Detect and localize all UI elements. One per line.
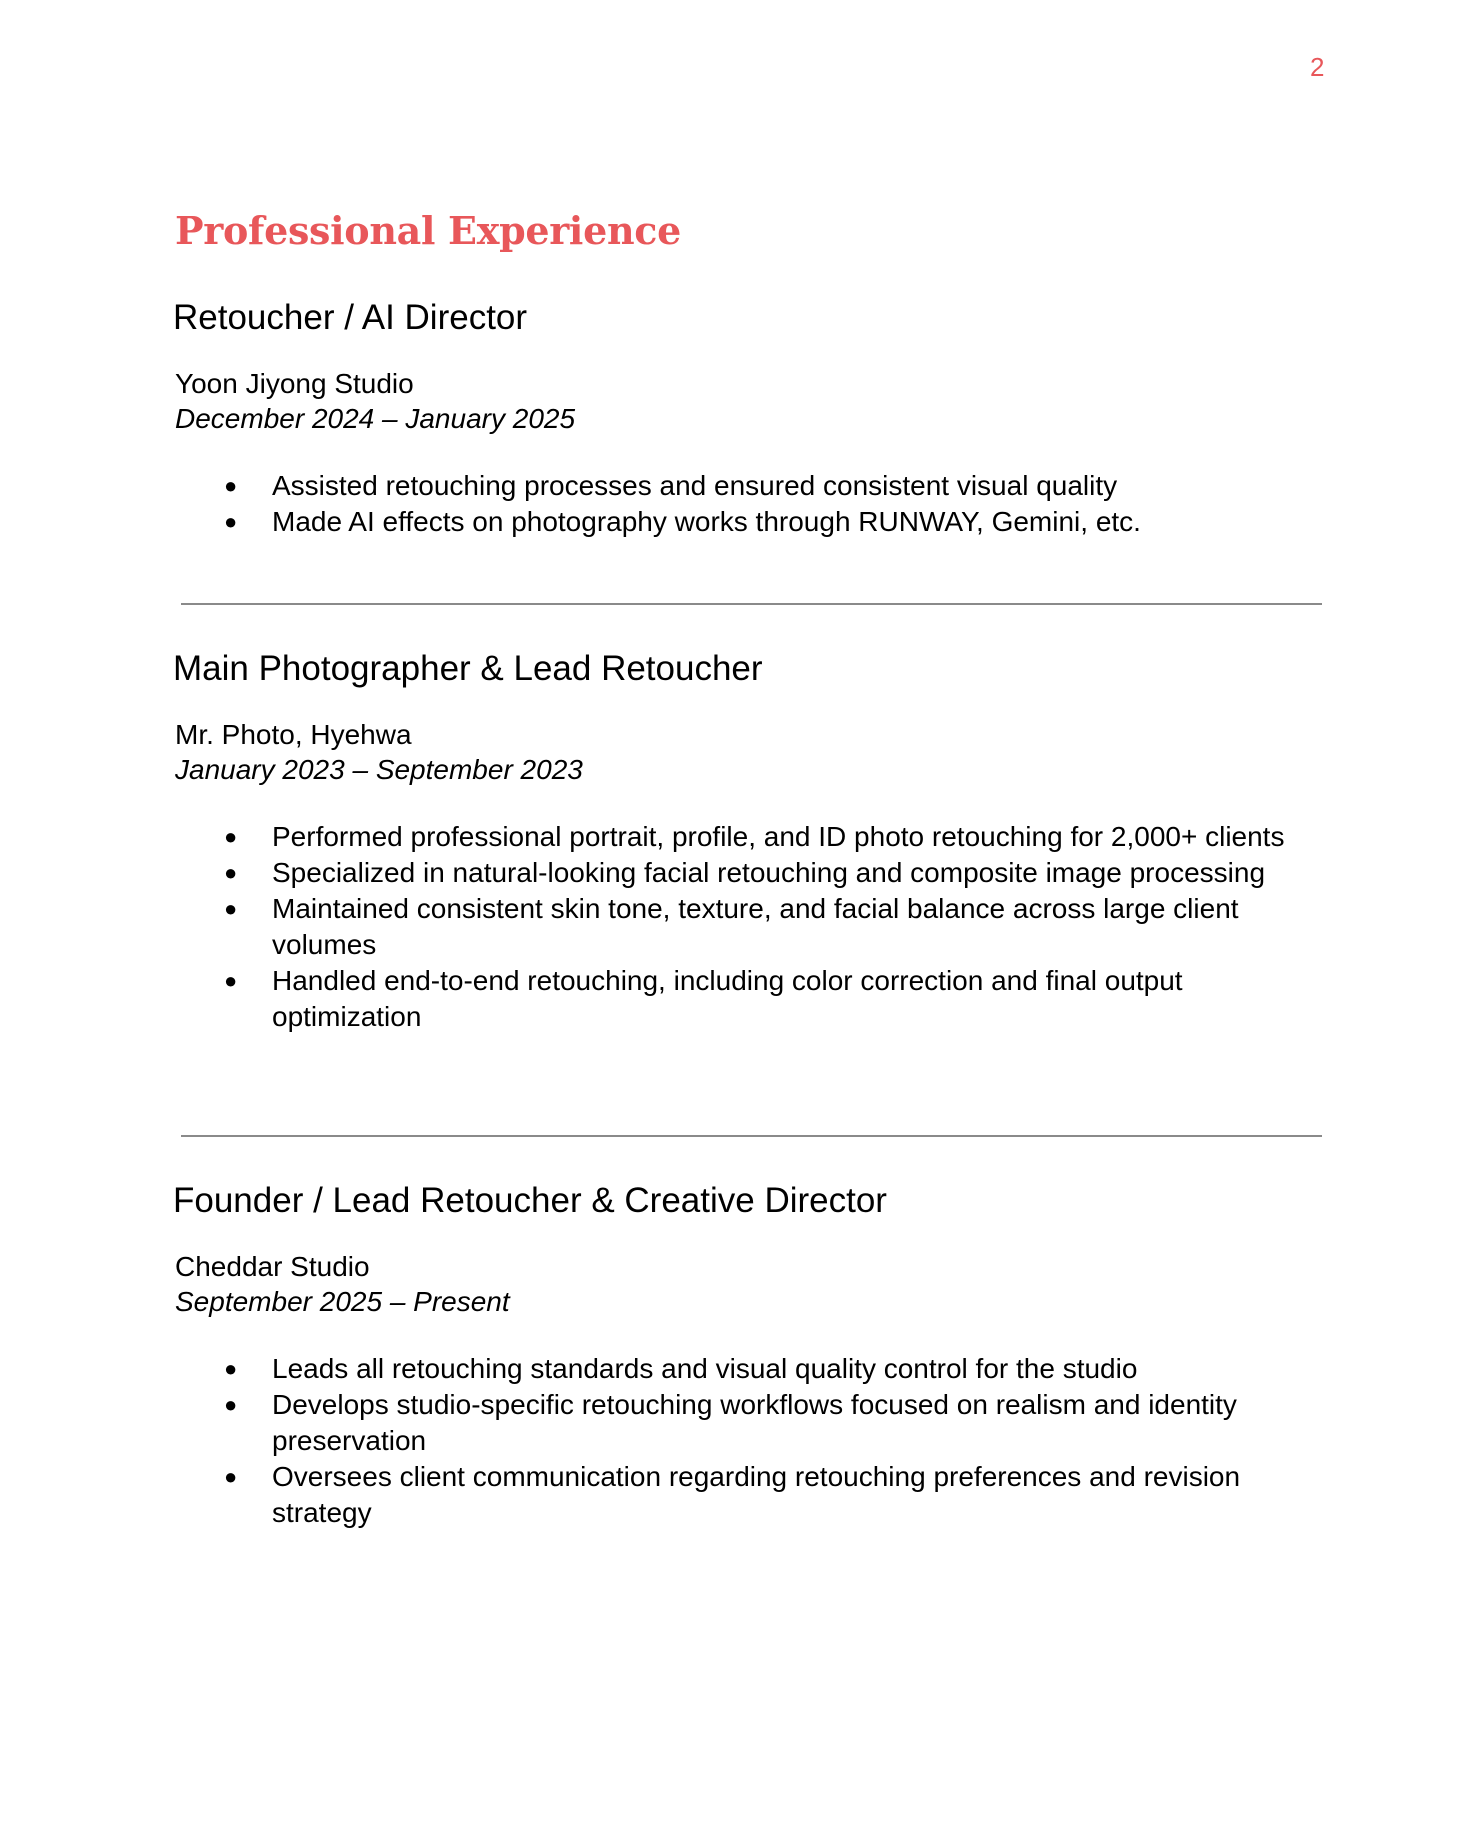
list-item-text: Assisted retouching processes and ensured consistent visual quality bbox=[272, 470, 1118, 501]
bullet-icon: ● bbox=[224, 1356, 238, 1381]
employment-dates: December 2024 – January 2025 bbox=[175, 403, 576, 434]
bullet-icon: ● bbox=[224, 1392, 238, 1417]
list-item-text: Performed professional portrait, profile, and ID photo retouching for 2,000+ clients bbox=[272, 821, 1285, 852]
list-item bbox=[173, 1387, 1302, 1459]
company-name: Mr. Photo, Hyehwa bbox=[175, 719, 412, 750]
job-entry bbox=[173, 1180, 1323, 1531]
job-title: Founder / Lead Retoucher & Creative Director bbox=[173, 1181, 887, 1220]
employment-dates: September 2025 – Present bbox=[175, 1286, 510, 1317]
divider bbox=[181, 603, 1322, 605]
list-item bbox=[173, 1459, 1302, 1531]
page-number: 2 bbox=[1310, 52, 1325, 82]
job-title: Main Photographer & Lead Retoucher bbox=[173, 649, 763, 688]
job-entry bbox=[173, 297, 1323, 540]
bullet-icon: ● bbox=[224, 860, 238, 885]
job-entry bbox=[173, 648, 1323, 1035]
bullet-icon: ● bbox=[224, 824, 238, 849]
list-item-text: Maintained consistent skin tone, texture, and facial balance across large client volumes bbox=[272, 893, 1239, 960]
bullet-icon: ● bbox=[224, 1464, 238, 1489]
list-item-text: Leads all retouching standards and visual quality control for the studio bbox=[272, 1353, 1138, 1384]
bullet-icon: ● bbox=[224, 896, 238, 921]
list-item bbox=[173, 819, 1302, 855]
list-item bbox=[173, 1351, 1302, 1387]
list-item-text: Develops studio-specific retouching workflows focused on realism and identity preservation bbox=[272, 1389, 1237, 1456]
list-item-text: Handled end-to-end retouching, including color correction and final output optimization bbox=[272, 965, 1183, 1032]
company-name: Cheddar Studio bbox=[175, 1251, 370, 1282]
list-item-text: Specialized in natural-looking facial retouching and composite image processing bbox=[272, 857, 1266, 888]
list-item bbox=[173, 468, 1302, 504]
section-title: Professional Experience bbox=[175, 208, 681, 253]
list-item bbox=[173, 891, 1302, 963]
responsibility-list bbox=[173, 468, 1323, 540]
responsibility-list bbox=[173, 819, 1323, 1035]
list-item-text: Oversees client communication regarding retouching preferences and revision strategy bbox=[272, 1461, 1241, 1528]
list-item-text: Made AI effects on photography works through RUNWAY, Gemini, etc. bbox=[272, 506, 1141, 537]
bullet-icon: ● bbox=[224, 509, 238, 534]
responsibility-list bbox=[173, 1351, 1323, 1531]
bullet-icon: ● bbox=[224, 473, 238, 498]
list-item bbox=[173, 504, 1302, 540]
job-title: Retoucher / AI Director bbox=[173, 298, 528, 337]
list-item bbox=[173, 855, 1302, 891]
company-name: Yoon Jiyong Studio bbox=[175, 368, 414, 399]
list-item bbox=[173, 963, 1302, 1035]
bullet-icon: ● bbox=[224, 968, 238, 993]
employment-dates: January 2023 – September 2023 bbox=[175, 754, 583, 785]
divider bbox=[181, 1135, 1322, 1137]
